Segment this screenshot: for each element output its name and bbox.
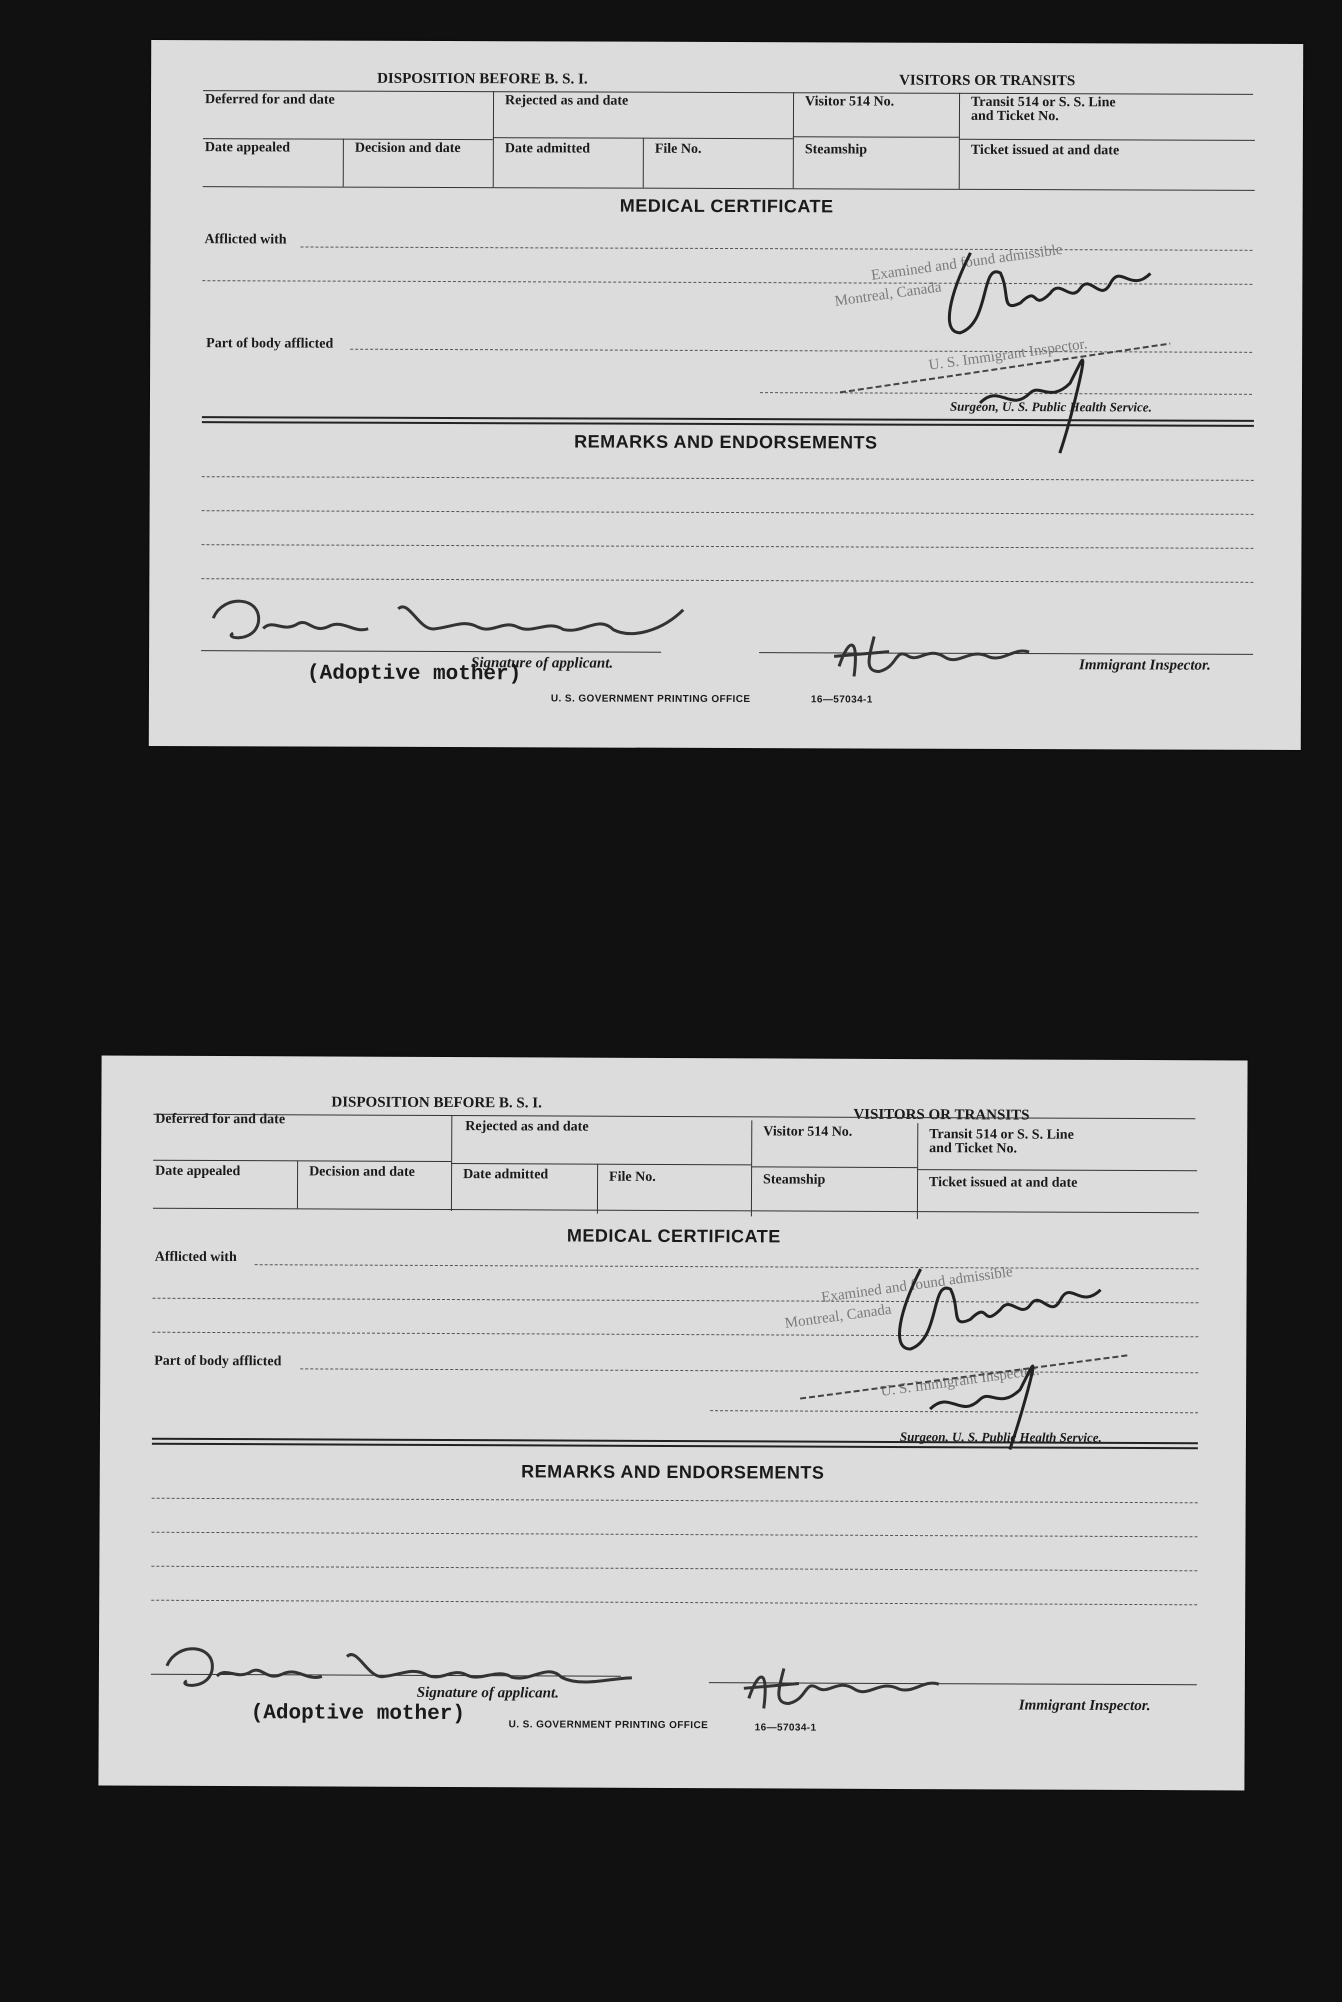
form-number: 16—57034-1 — [810, 694, 873, 706]
transit-label: Transit 514 or S. S. Line — [929, 1127, 1074, 1143]
date-admitted-label: Date admitted — [504, 141, 591, 157]
date-admitted-label: Date admitted — [463, 1167, 549, 1183]
file-no-label: File No. — [609, 1169, 656, 1185]
ticket-label: Ticket issued at and date — [970, 142, 1120, 159]
transit-label: Transit 514 or S. S. Line — [970, 94, 1116, 111]
divider — [959, 93, 960, 189]
divider — [297, 1160, 298, 1208]
inspection-stamp-line3: U. S. Immigrant Inspector. — [879, 1362, 1041, 1400]
form-number: 16—57034-1 — [754, 1722, 817, 1734]
steamship-label: Steamship — [763, 1172, 826, 1188]
deferred-label: Deferred for and date — [155, 1111, 286, 1128]
remarks-title: REMARKS AND ENDORSEMENTS — [521, 1461, 825, 1483]
signature-of-applicant-label: Signature of applicant. — [471, 655, 614, 672]
steamship-label: Steamship — [804, 142, 868, 158]
dotted-line — [152, 1498, 1198, 1504]
immigration-card-2 — [98, 1056, 1247, 1791]
rejected-label: Rejected as and date — [465, 1119, 589, 1135]
signature-line — [201, 650, 661, 653]
inspection-stamp-line2: Montreal, Canada — [833, 279, 943, 310]
divider — [917, 1123, 918, 1219]
transit-label-2: and Ticket No. — [970, 108, 1059, 125]
afflicted-label: Afflicted with — [154, 1249, 237, 1266]
applicant-signature-text — [102, 1056, 103, 1057]
file-no-label: File No. — [654, 141, 702, 157]
disposition-title: DISPOSITION BEFORE B. S. I. — [331, 1094, 542, 1112]
visitors-title: VISITORS OR TRANSITS — [899, 72, 1076, 90]
dotted-line — [152, 1532, 1198, 1538]
divider — [643, 138, 644, 188]
applicant-signature-text — [151, 40, 152, 41]
decision-label: Decision and date — [354, 140, 461, 157]
top-rule — [153, 1114, 1195, 1120]
cell-rule — [153, 1160, 451, 1162]
date-appealed-label: Date appealed — [204, 140, 291, 156]
cell-rule — [751, 1166, 917, 1168]
dotted-line — [151, 1600, 1197, 1606]
surgeon-label: Surgeon, U. S. Public Health Service. — [899, 1428, 1102, 1445]
inspection-stamp-line1: Examined and found admissible — [870, 241, 1064, 284]
printing-office: U. S. GOVERNMENT PRINTING OFFICE — [550, 693, 751, 706]
remarks-title: REMARKS AND ENDORSEMENTS — [574, 431, 878, 453]
immigration-card-1 — [149, 40, 1303, 750]
afflicted-label: Afflicted with — [204, 232, 287, 248]
ticket-label: Ticket issued at and date — [929, 1175, 1078, 1191]
top-rule — [203, 90, 1253, 95]
dotted-line — [201, 578, 1253, 583]
inspection-stamp-line2: Montreal, Canada — [783, 1301, 893, 1332]
cell-rule — [917, 1169, 1197, 1171]
visitor-label: Visitor 514 No. — [763, 1124, 853, 1140]
medical-certificate-title: MEDICAL CERTIFICATE — [566, 1225, 781, 1247]
dotted-line — [151, 1566, 1197, 1572]
divider — [343, 139, 344, 187]
date-appealed-label: Date appealed — [155, 1163, 241, 1180]
dotted-line — [202, 476, 1254, 481]
section-rule — [153, 1208, 1199, 1214]
cell-rule — [959, 139, 1255, 141]
inspector-signature — [829, 626, 1089, 687]
adoptive-mother-note: (Adoptive mother) — [250, 1702, 466, 1727]
deferred-label: Deferred for and date — [205, 92, 335, 108]
surgeon-label: Surgeon, U. S. Public Health Service. — [949, 398, 1152, 415]
part-of-body-label: Part of body afflicted — [206, 336, 334, 352]
printing-office: U. S. GOVERNMENT PRINTING OFFICE — [508, 1719, 709, 1732]
immigrant-inspector-label: Immigrant Inspector. — [1079, 657, 1211, 674]
adoptive-mother-note: (Adoptive mother) — [306, 662, 522, 687]
signature-of-applicant-label: Signature of applicant. — [416, 1684, 559, 1702]
rejected-label: Rejected as and date — [504, 93, 629, 109]
visitors-title: VISITORS OR TRANSITS — [853, 1106, 1030, 1124]
divider — [793, 92, 794, 188]
divider — [597, 1164, 598, 1214]
medical-certificate-title: MEDICAL CERTIFICATE — [619, 195, 834, 217]
dotted-line — [201, 544, 1253, 549]
inspection-stamp-line1: Examined and found admissible — [820, 1264, 1014, 1307]
immigrant-inspector-label: Immigrant Inspector. — [1018, 1697, 1151, 1715]
divider — [751, 1120, 752, 1216]
applicant-signature — [203, 588, 803, 650]
divider — [493, 91, 494, 187]
disposition-title: DISPOSITION BEFORE B. S. I. — [377, 70, 588, 88]
cell-rule — [793, 136, 959, 138]
inspection-stamp-line3: U. S. Immigrant Inspector. — [927, 336, 1089, 374]
section-rule — [203, 186, 1255, 191]
visitor-label: Visitor 514 No. — [804, 94, 895, 110]
decision-label: Decision and date — [309, 1164, 415, 1180]
inspector-signature — [739, 1658, 999, 1719]
cell-rule — [451, 1163, 751, 1165]
part-of-body-label: Part of body afflicted — [154, 1353, 282, 1370]
transit-label-2: and Ticket No. — [929, 1141, 1018, 1157]
dotted-line — [202, 510, 1254, 515]
